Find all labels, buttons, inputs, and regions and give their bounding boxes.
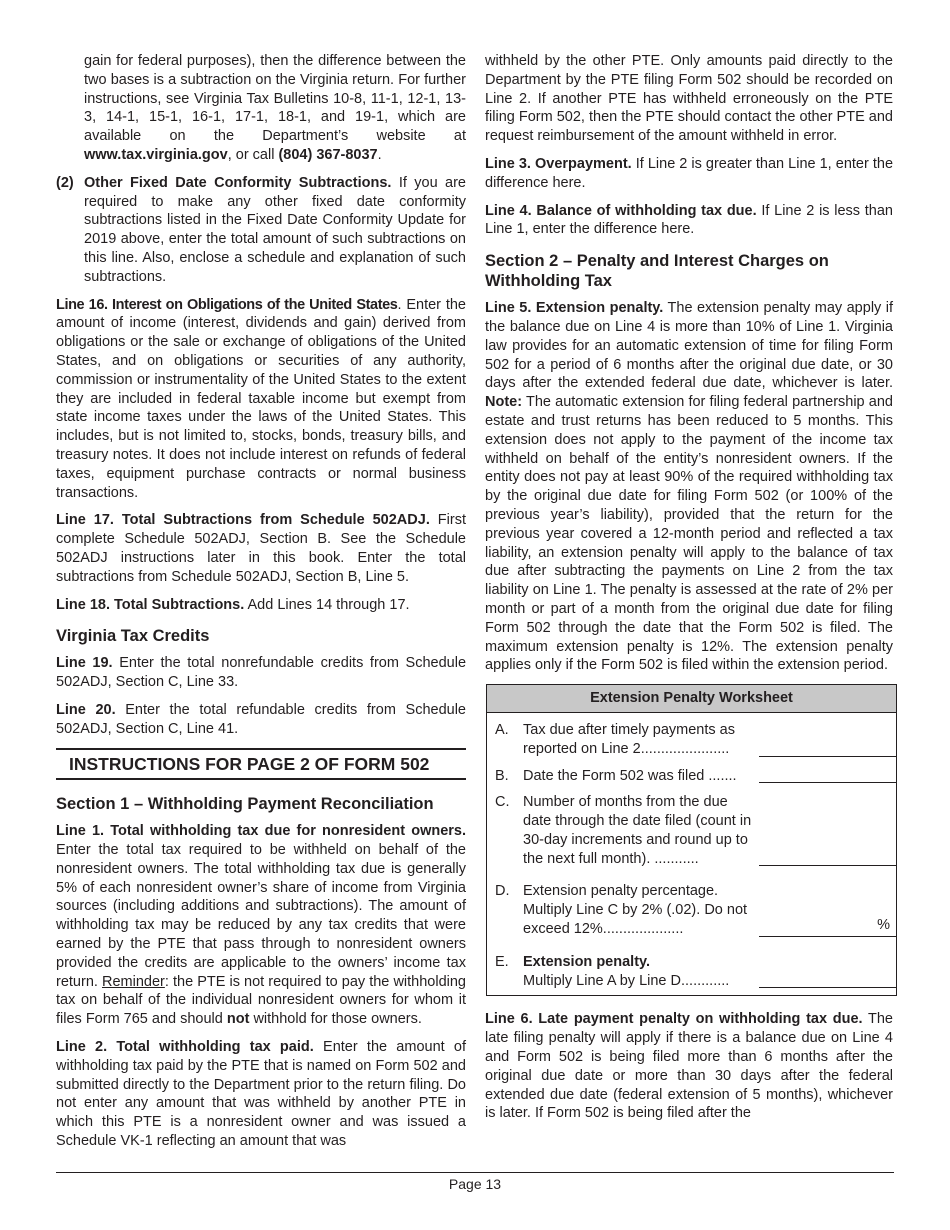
worksheet-row-b: B. Date the Form 502 was filed ....... <box>487 767 896 786</box>
item-2-paragraph: (2) Other Fixed Date Conformity Subtractions. If you are required to make any other fixed date conformity subtractions listed in the Fixed Date Conformity Update for 2019 above, enter the total amount of such subtractions on this line. Also, enclose a schedule and explanation of such subtractions. <box>56 174 466 285</box>
worksheet-input-d[interactable] <box>759 882 896 938</box>
line2-paragraph: Line 2. Total withholding tax paid. Enter the amount of withholding tax paid by the PTE that is named on Form 502 and submitted directly to the Department prior to the return filing. Do not enter any amount that was withheld by another PTE in which this PTE is a nonresident owner and was issued a Schedule VK-1 reflecting an amount that was <box>56 1039 466 1150</box>
intro-paragraph: gain for federal purposes), then the difference between the two bases is a subtraction on the Virginia return. For further instructions, see Virginia Tax Bulletins 10-8, 11-1, 12-1, 13-3, 14-1, 15-1, 16-1, 17-1, 18-1, and 19-1, which are available on the Department’s website at www.tax.virginia.gov, or call (804) 367-8037. <box>84 53 466 163</box>
line1-paragraph: Line 1. Total withholding tax due for nonresident owners. Enter the total tax required to be withheld on behalf of the nonresident owners. The total withholding tax due is generally 5% of each nonresident owner’s share of income from Virginia sources (including additions and subtractions). The amount of withholding tax may be reduced by any tax credits that were earned by the PTE that pass through to nonresident owners provided the credits are applicable to the owners’ income tax return. Reminder: the PTE is not required to pay the withholding tax on behalf of the individual nonresident owners for whom it files Form 765 and should not withhold for those owners. <box>56 823 466 1028</box>
section1-heading: Section 1 – Withholding Payment Reconciliation <box>56 795 434 814</box>
worksheet-title: Extension Penalty Worksheet <box>487 685 896 713</box>
worksheet-input-c[interactable] <box>759 793 896 868</box>
line16-paragraph: Line 16. Interest on Obligations of the United States. Enter the amount of income (interest, dividends and gain) derived from obligations or the sale or exchange of obligations of the United States, and on obligations or securities of any authority, commission or instrumentality of the United States to the extent they are included in federal taxable income but exempt from state income taxes under the laws of the United States. This includes, but is not limited to, stocks, bonds, treasury bills, and treasury notes. It does not include interest on refunds of federal taxes, equipment purchase contracts or normal business transactions. <box>56 296 466 501</box>
line3-paragraph: Line 3. Overpayment. If Line 2 is greater than Line 1, enter the difference here. <box>485 155 894 191</box>
website-link[interactable]: www.tax.virginia.gov <box>84 146 228 163</box>
line2-continued-paragraph: withheld by the other PTE. Only amounts paid directly to the Department by the PTE filing Form 502 should be recorded on Line 2. If another PTE has withheld erroneously on the PTE filing Form 502, then the PTE should contact the other PTE and request reimbursement of the amount withheld in error. <box>485 53 893 145</box>
credits-heading: Virginia Tax Credits <box>56 627 210 646</box>
page2-heading: INSTRUCTIONS FOR PAGE 2 OF FORM 502 <box>56 748 466 781</box>
section2-heading: Section 2 – Penalty and Interest Charges on Withholding Tax <box>485 252 829 291</box>
worksheet-input-e[interactable] <box>759 953 896 991</box>
footer-divider <box>56 1172 894 1173</box>
line18-paragraph: Line 18. Total Subtractions. Add Lines 14 through 17. <box>56 596 410 613</box>
line19-paragraph: Line 19. Enter the total nonrefundable credits from Schedule 502ADJ, Section C, Line 33. <box>56 655 467 691</box>
worksheet-row-e: E. Extension penalty. Multiply Line A by Line D............ <box>487 953 896 991</box>
percent-sign: % <box>877 917 890 934</box>
left-column <box>56 52 466 1160</box>
item-number: (2) <box>56 174 74 191</box>
page-number: Page 13 <box>448 1176 502 1192</box>
right-column <box>485 52 893 1132</box>
line5-paragraph: Line 5. Extension penalty. The extension penalty may apply if the balance due on Line 4 is more than 10% of Line 1. Virginia law provides for an automatic extension of time for filing Form 502 for a period of 6 months after the original due date, or 30 days after the extended federal due date, whichever is later. Note: The automatic extension for filing federal partnership and estate and trust returns has been reduced to 5 months. This extension does not apply to the payment of the income tax withheld on behalf of the entity’s nonresident owners. If the entity does not pay at least 90% of the required withholding tax by the original due date for filing Form 502 (or 100% of the previous year’s liability), provided that the return for the previous year covered a 12-month period and reflected a tax liability, an extension penalty will apply to the balance of tax due after subtracting the payments on Line 2 from the tax liability on Line 1. The penalty is assessed at the rate of 2% per month or part of a month from the original due date for filing Form 502 through the date that the Form 502 is filed. The maximum extension penalty is 12%. The extension penalty applies only if the Form 502 is filed within the extension period. <box>485 300 894 674</box>
line20-paragraph: Line 20. Enter the total refundable credits from Schedule 502ADJ, Section C, Line 41. <box>56 701 466 737</box>
worksheet-row-a: A. Tax due after timely payments as reported on Line 2...................... <box>487 721 896 759</box>
line4-paragraph: Line 4. Balance of withholding tax due. If Line 2 is less than Line 1, enter the difference here. <box>485 202 893 238</box>
worksheet-input-b[interactable] <box>759 767 896 786</box>
worksheet-row-c: C. Number of months from the due date through the date filed (count in 30-day increments and round up to the next full month). ........... <box>487 793 896 868</box>
worksheet-input-a[interactable] <box>759 721 896 759</box>
line17-paragraph: Line 17. Total Subtractions from Schedule 502ADJ. First complete Schedule 502ADJ, Section B. See the Schedule 502ADJ instructions later in this book. Enter the total subtractions from Schedule 502ADJ, Section B, Line 5. <box>56 512 466 585</box>
phone-number: (804) 367-8037 <box>278 146 378 163</box>
extension-penalty-worksheet <box>486 684 897 996</box>
worksheet-row-d: D. Extension penalty percentage. Multiply Line C by 2% (.02). Do not exceed 12%.................... % <box>487 882 896 938</box>
line6-paragraph: Line 6. Late payment penalty on withholding tax due. The late filing penalty will apply if there is a balance due on Line 4 and Form 502 is being filed more than 6 months after the original due date or more than 30 days after the federal extended due date (federal extension of 5 months), whichever is later. If Form 502 is being filed after the <box>485 1011 893 1122</box>
